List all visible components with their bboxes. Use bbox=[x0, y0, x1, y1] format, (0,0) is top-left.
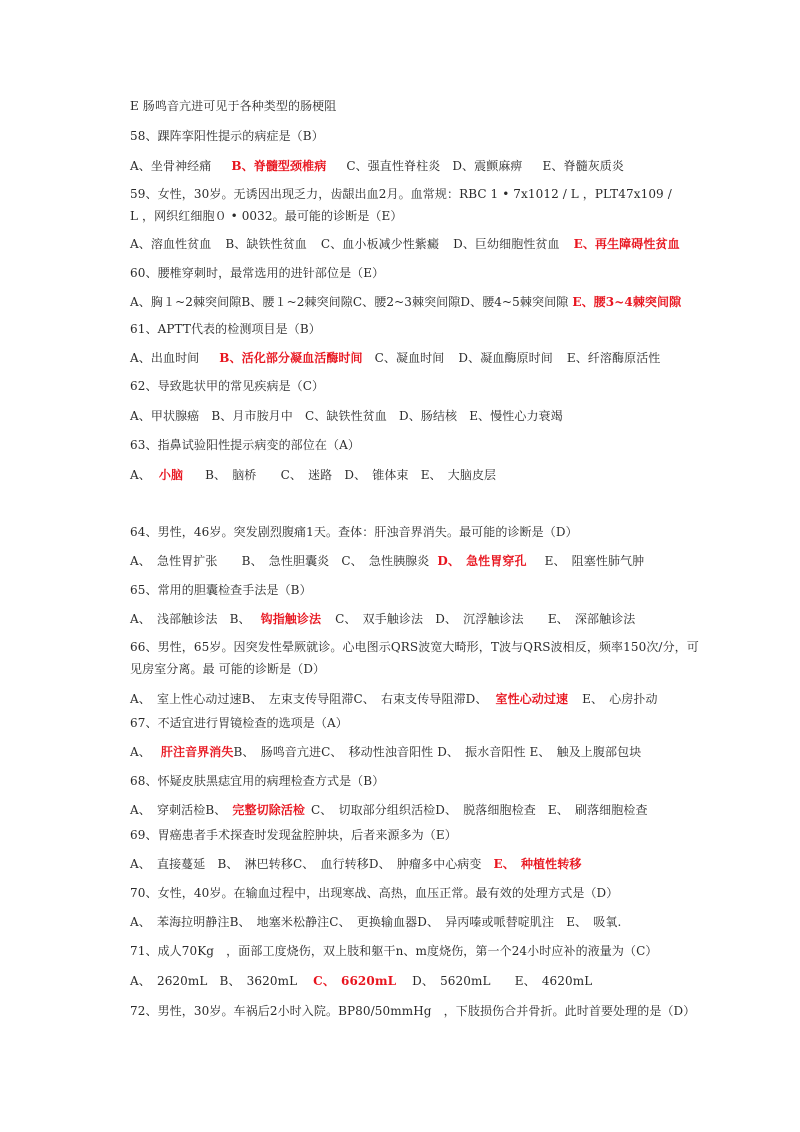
options-67 bbox=[130, 744, 670, 760]
question-67: 67、不适宜进行胃镜检查的选项是（A） bbox=[130, 716, 348, 730]
option-59-b: B、缺铁性贫血 bbox=[225, 237, 307, 251]
options-71 bbox=[130, 973, 670, 989]
question-65: 65、常用的胆囊检查手法是（B） bbox=[130, 583, 312, 597]
options-66-abc: A、 室上性心动过速B、 左束支传导阻滞C、 右束支传导阻滞D、 bbox=[130, 692, 488, 706]
question-71: 71、成人70Kg ，面部工度烧伤，双上肢和躯干n、m度烧伤，第一个24小时应补的液量为（C） bbox=[130, 944, 658, 958]
option-64-e: E、 阻塞性肺气肿 bbox=[544, 554, 645, 568]
answer-63-a: 小脑 bbox=[158, 468, 184, 482]
question-59-line-1: 59、女性，30岁。无诱因出现乏力，齿龈出血2月。血常规：RBC 1 • 7x1012 / L ，PLT47x109 / bbox=[130, 187, 672, 201]
options-59 bbox=[130, 236, 680, 252]
answer-66-d: 室性心动过速 bbox=[495, 692, 569, 706]
option-58-a: A、坐骨神经痛 bbox=[130, 159, 212, 173]
options-68 bbox=[130, 802, 670, 818]
answer-61-b: B、活化部分凝血活酶时间 bbox=[219, 351, 363, 365]
options-60 bbox=[130, 294, 682, 310]
answer-60-e: E、腰3~4棘突间隙 bbox=[572, 295, 682, 309]
question-72: 72、男性，30岁。车祸后2小时入院。BP80/50mmHg ，下肢损伤合并骨折。此时首要处理的是（D） bbox=[130, 1004, 696, 1018]
options-63 bbox=[130, 467, 670, 483]
question-69: 69、胃癌患者手术探查时发现盆腔肿块，后者来源多为（E） bbox=[130, 828, 457, 842]
option-67-a-label: A、 bbox=[130, 745, 151, 759]
question-68: 68、怀疑皮肤黑痣宜用的病理检查方式是（B） bbox=[130, 774, 385, 788]
options-65-a: A、 浅部触诊法 B、 bbox=[130, 612, 251, 626]
question-58: 58、踝阵挛阳性提示的病症是（B） bbox=[130, 129, 324, 143]
question-62: 62、导致匙状甲的常见疾病是（C） bbox=[130, 379, 325, 393]
question-60: 60、腰椎穿刺时，最常选用的进针部位是（E） bbox=[130, 266, 385, 280]
question-64: 64、男性，46岁。突发剧烈腹痛1天。查体：肝浊音界消失。最可能的诊断是（D） bbox=[130, 525, 578, 539]
answer-64-d: D、 急性胃穿孔 bbox=[437, 554, 527, 568]
options-69-abcd: A、 直接蔓延 B、 淋巴转移C、 血行转移D、 肿瘤多中心病变 bbox=[130, 857, 482, 871]
options-70: A、 苯海拉明静注B、 地塞米松静注C、 更换输血器D、 异丙嗪或哌替啶肌注 E、 吸氧. bbox=[130, 915, 622, 929]
options-65-rest: C、 双手触诊法 D、 沉浮触诊法 E、 深部触诊法 bbox=[335, 612, 636, 626]
answer-69-e: E、 种植性转移 bbox=[493, 857, 582, 871]
options-71-de: D、 5620mL E、 4620mL bbox=[412, 974, 593, 988]
options-65 bbox=[130, 611, 670, 627]
options-68-a: A、 穿刺活检B、 bbox=[130, 803, 227, 817]
options-62: A、甲状腺癌 B、月市胺月中 C、缺铁性贫血 D、肠结核 E、慢性心力衰竭 bbox=[130, 409, 563, 423]
options-63-rest: B、 脑桥 C、 迷路 D、 锥体束 E、 大脑皮层 bbox=[205, 468, 497, 482]
question-70: 70、女性，40岁。在输血过程中，出现寒战、高热，血压正常。最有效的处理方式是（D） bbox=[130, 886, 619, 900]
option-63-a-label: A、 bbox=[130, 468, 151, 482]
question-66-line-1: 66、男性，65岁。因突发性晕厥就诊。心电图示QRS波宽大畸形，T波与QRS波相反，频率150次/分，可 bbox=[130, 640, 699, 654]
answer-67-a: 肝注音界消失 bbox=[160, 745, 234, 759]
option-58-d: D、震颤麻痹 bbox=[452, 159, 523, 173]
question-59-line-2: L ，网织红细胞０ • 0032。最可能的诊断是（E） bbox=[130, 209, 403, 223]
options-64 bbox=[130, 553, 670, 569]
option-57-e: E 肠鸣音亢进可见于各种类型的肠梗阻 bbox=[130, 99, 337, 113]
options-61 bbox=[130, 350, 670, 366]
option-59-d: D、巨幼细胞性贫血 bbox=[453, 237, 560, 251]
option-66-e: E、 心房扑动 bbox=[582, 692, 658, 706]
option-59-c: C、血小板减少性紫癜 bbox=[320, 237, 440, 251]
option-59-a: A、溶血性贫血 bbox=[130, 237, 212, 251]
question-61: 61、APTT代表的检测项目是（B） bbox=[130, 322, 321, 336]
option-61-e: E、纤溶酶原活性 bbox=[566, 351, 661, 365]
answer-68-b: 完整切除活检 bbox=[232, 803, 305, 817]
question-63: 63、指鼻试验阳性提示病变的部位在（A） bbox=[130, 438, 360, 452]
option-58-c: C、强直性脊柱炎 bbox=[346, 159, 441, 173]
options-67-rest: B、 肠鸣音亢进C、 移动性浊音阳性 D、 振水音阳性 E、 触及上腹部包块 bbox=[233, 745, 642, 759]
options-60-abcd: A、胸１~2棘突间隙B、腰１~2棘突间隙C、腰2~3棘突间隙D、腰4~5棘突间隙 bbox=[130, 295, 569, 309]
option-61-a: A、出血时间 bbox=[130, 351, 200, 365]
options-58 bbox=[130, 158, 670, 174]
option-61-c: C、凝血时间 bbox=[374, 351, 445, 365]
answer-65-b: 钩指触诊法 bbox=[260, 612, 322, 626]
question-66-line-2: 见房室分离。最 可能的诊断是（D） bbox=[130, 662, 326, 676]
answer-59-e: E、再生障碍性贫血 bbox=[573, 237, 680, 251]
options-66 bbox=[130, 691, 670, 707]
answer-71-c: C、 6620mL bbox=[313, 974, 397, 988]
option-61-d: D、凝血酶原时间 bbox=[458, 351, 553, 365]
options-71-ab: A、 2620mL B、 3620mL bbox=[130, 974, 298, 988]
option-58-e: E、脊髓灰质炎 bbox=[542, 159, 625, 173]
options-68-rest: C、 切取部分组织活检D、 脱落细胞检查 E、 刷落细胞检查 bbox=[311, 803, 648, 817]
options-69 bbox=[130, 856, 670, 872]
answer-58-b: B、脊髓型颈椎病 bbox=[231, 159, 327, 173]
options-64-abc: A、 急性胃扩张 B、 急性胆囊炎 C、 急性胰腺炎 bbox=[130, 554, 430, 568]
